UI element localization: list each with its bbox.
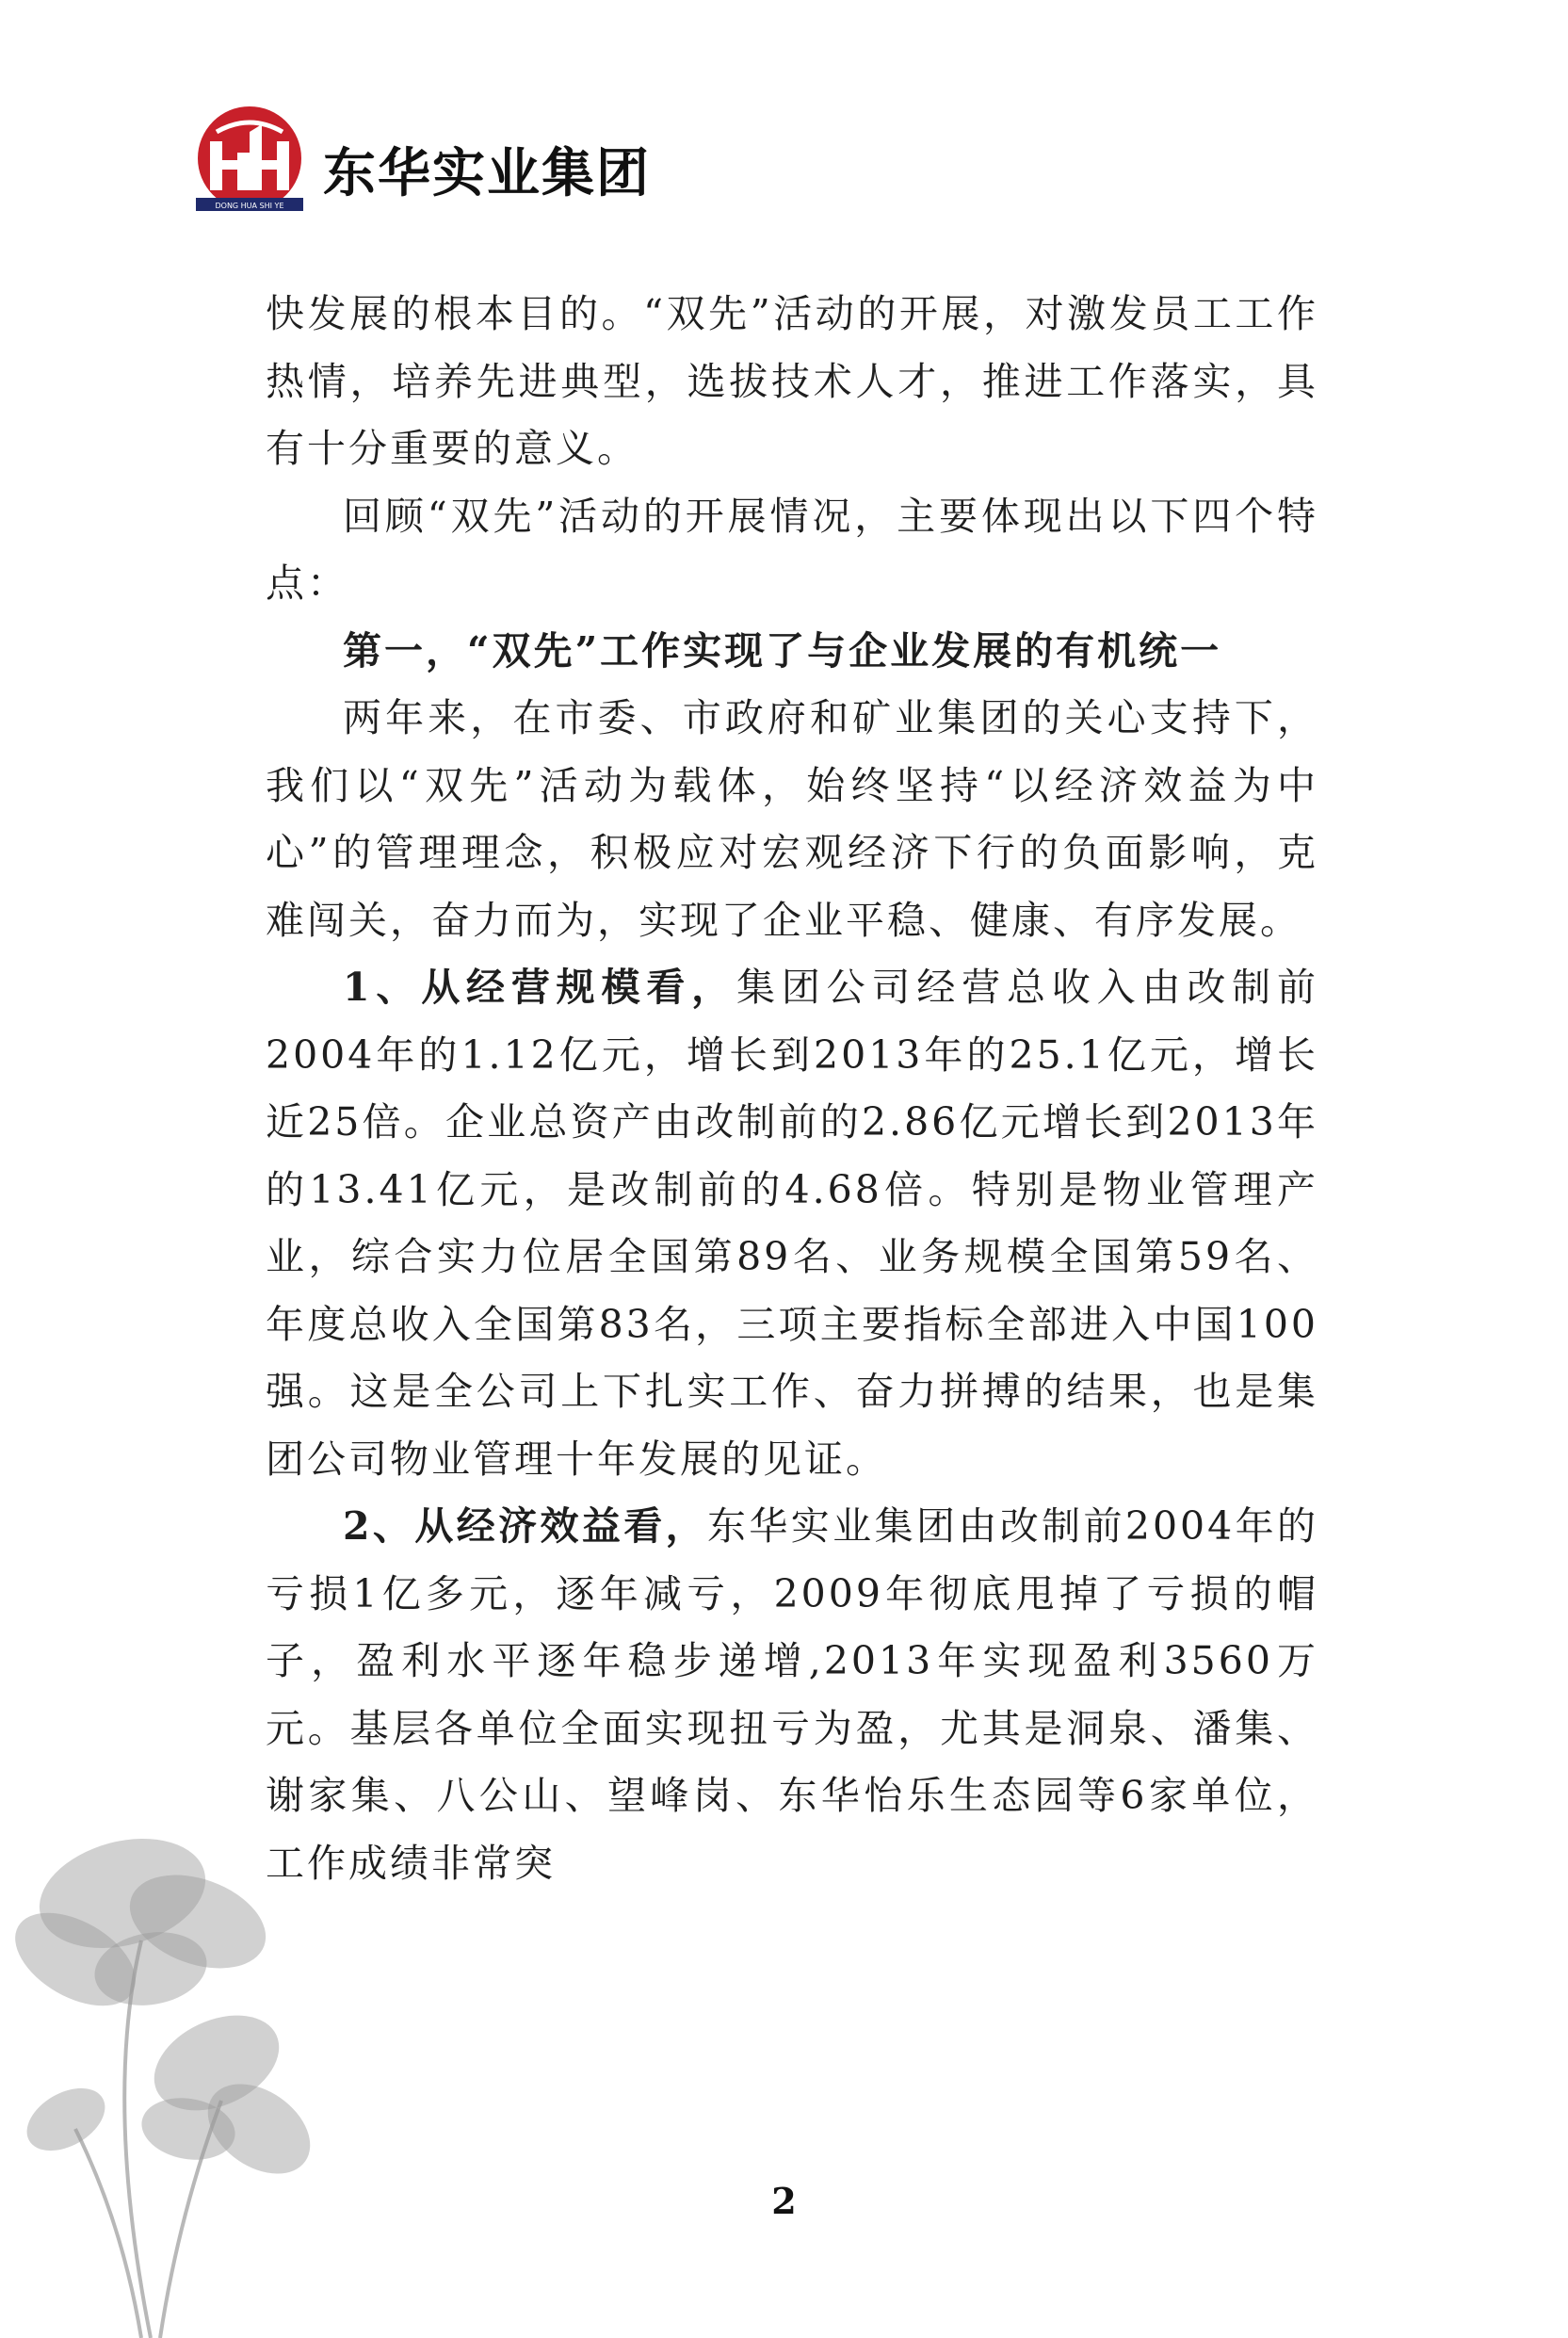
paragraph [266, 483, 1318, 618]
brand-name: 东华实业集团 [323, 143, 651, 204]
paragraph [266, 685, 1318, 954]
logo-caption: DONG HUA SHI YE [215, 202, 284, 210]
section-heading [266, 618, 1318, 686]
paragraph-text: 集团公司经营总收入由改制前2004年的1.12亿元，增长到2013年的25.1亿元，增长近25倍。企业总资产由改制前的2.86亿元增长到2013年的13.41亿元，是改制前的4.68倍。特别是物业管理产业，综合实力位居全国第89名、业务规模全国第59名、年度总收入全国第83名，三项主要指标全部进入中国100强。这是全公司上下扎实工作、奋力拼搏的结果，也是集团公司物业管理十年发展的见证。 [266, 965, 1318, 1482]
paragraph-text: 两年来，在市委、市政府和矿业集团的关心支持下，我们以“双先”活动为载体，始终坚持“以经济效益为中心”的管理理念，积极应对宏观经济下行的负面影响，克难闯关，奋力而为，实现了企业平稳、健康、有序发展。 [266, 695, 1318, 943]
body-text [266, 281, 1318, 1897]
decorative-flower-icon [0, 1818, 396, 2338]
page-number: 2 [771, 2180, 797, 2222]
heading-text: 第一，“双先”工作实现了与企业发展的有机统一 [343, 627, 1222, 674]
paragraph-text: 回顾“双先”活动的开展情况，主要体现出以下四个特点： [266, 493, 1318, 606]
paragraph [266, 954, 1318, 1493]
paragraph-text: 快发展的根本目的。“双先”活动的开展，对激发员工工作热情，培养先进典型，选拔技术人才，推进工作落实，具有十分重要的意义。 [266, 291, 1318, 471]
paragraph-text: 东华实业集团由改制前2004年的亏损1亿多元，逐年减亏，2009年彻底甩掉了亏损的帽子，盈利水平逐年稳步递增,2013年实现盈利3560万元。基层各单位全面实现扭亏为盈，尤其是洞泉、潘集、谢家集、八公山、望峰岗、东华怡乐生态园等6家单位，工作成绩非常突 [266, 1503, 1318, 1886]
paragraph-lead: 2、从经济效益看， [343, 1503, 708, 1549]
paragraph-lead: 1、从经营规模看， [343, 965, 737, 1010]
paragraph [266, 281, 1318, 483]
paragraph [266, 1493, 1318, 1897]
donghua-logo [179, 104, 320, 217]
